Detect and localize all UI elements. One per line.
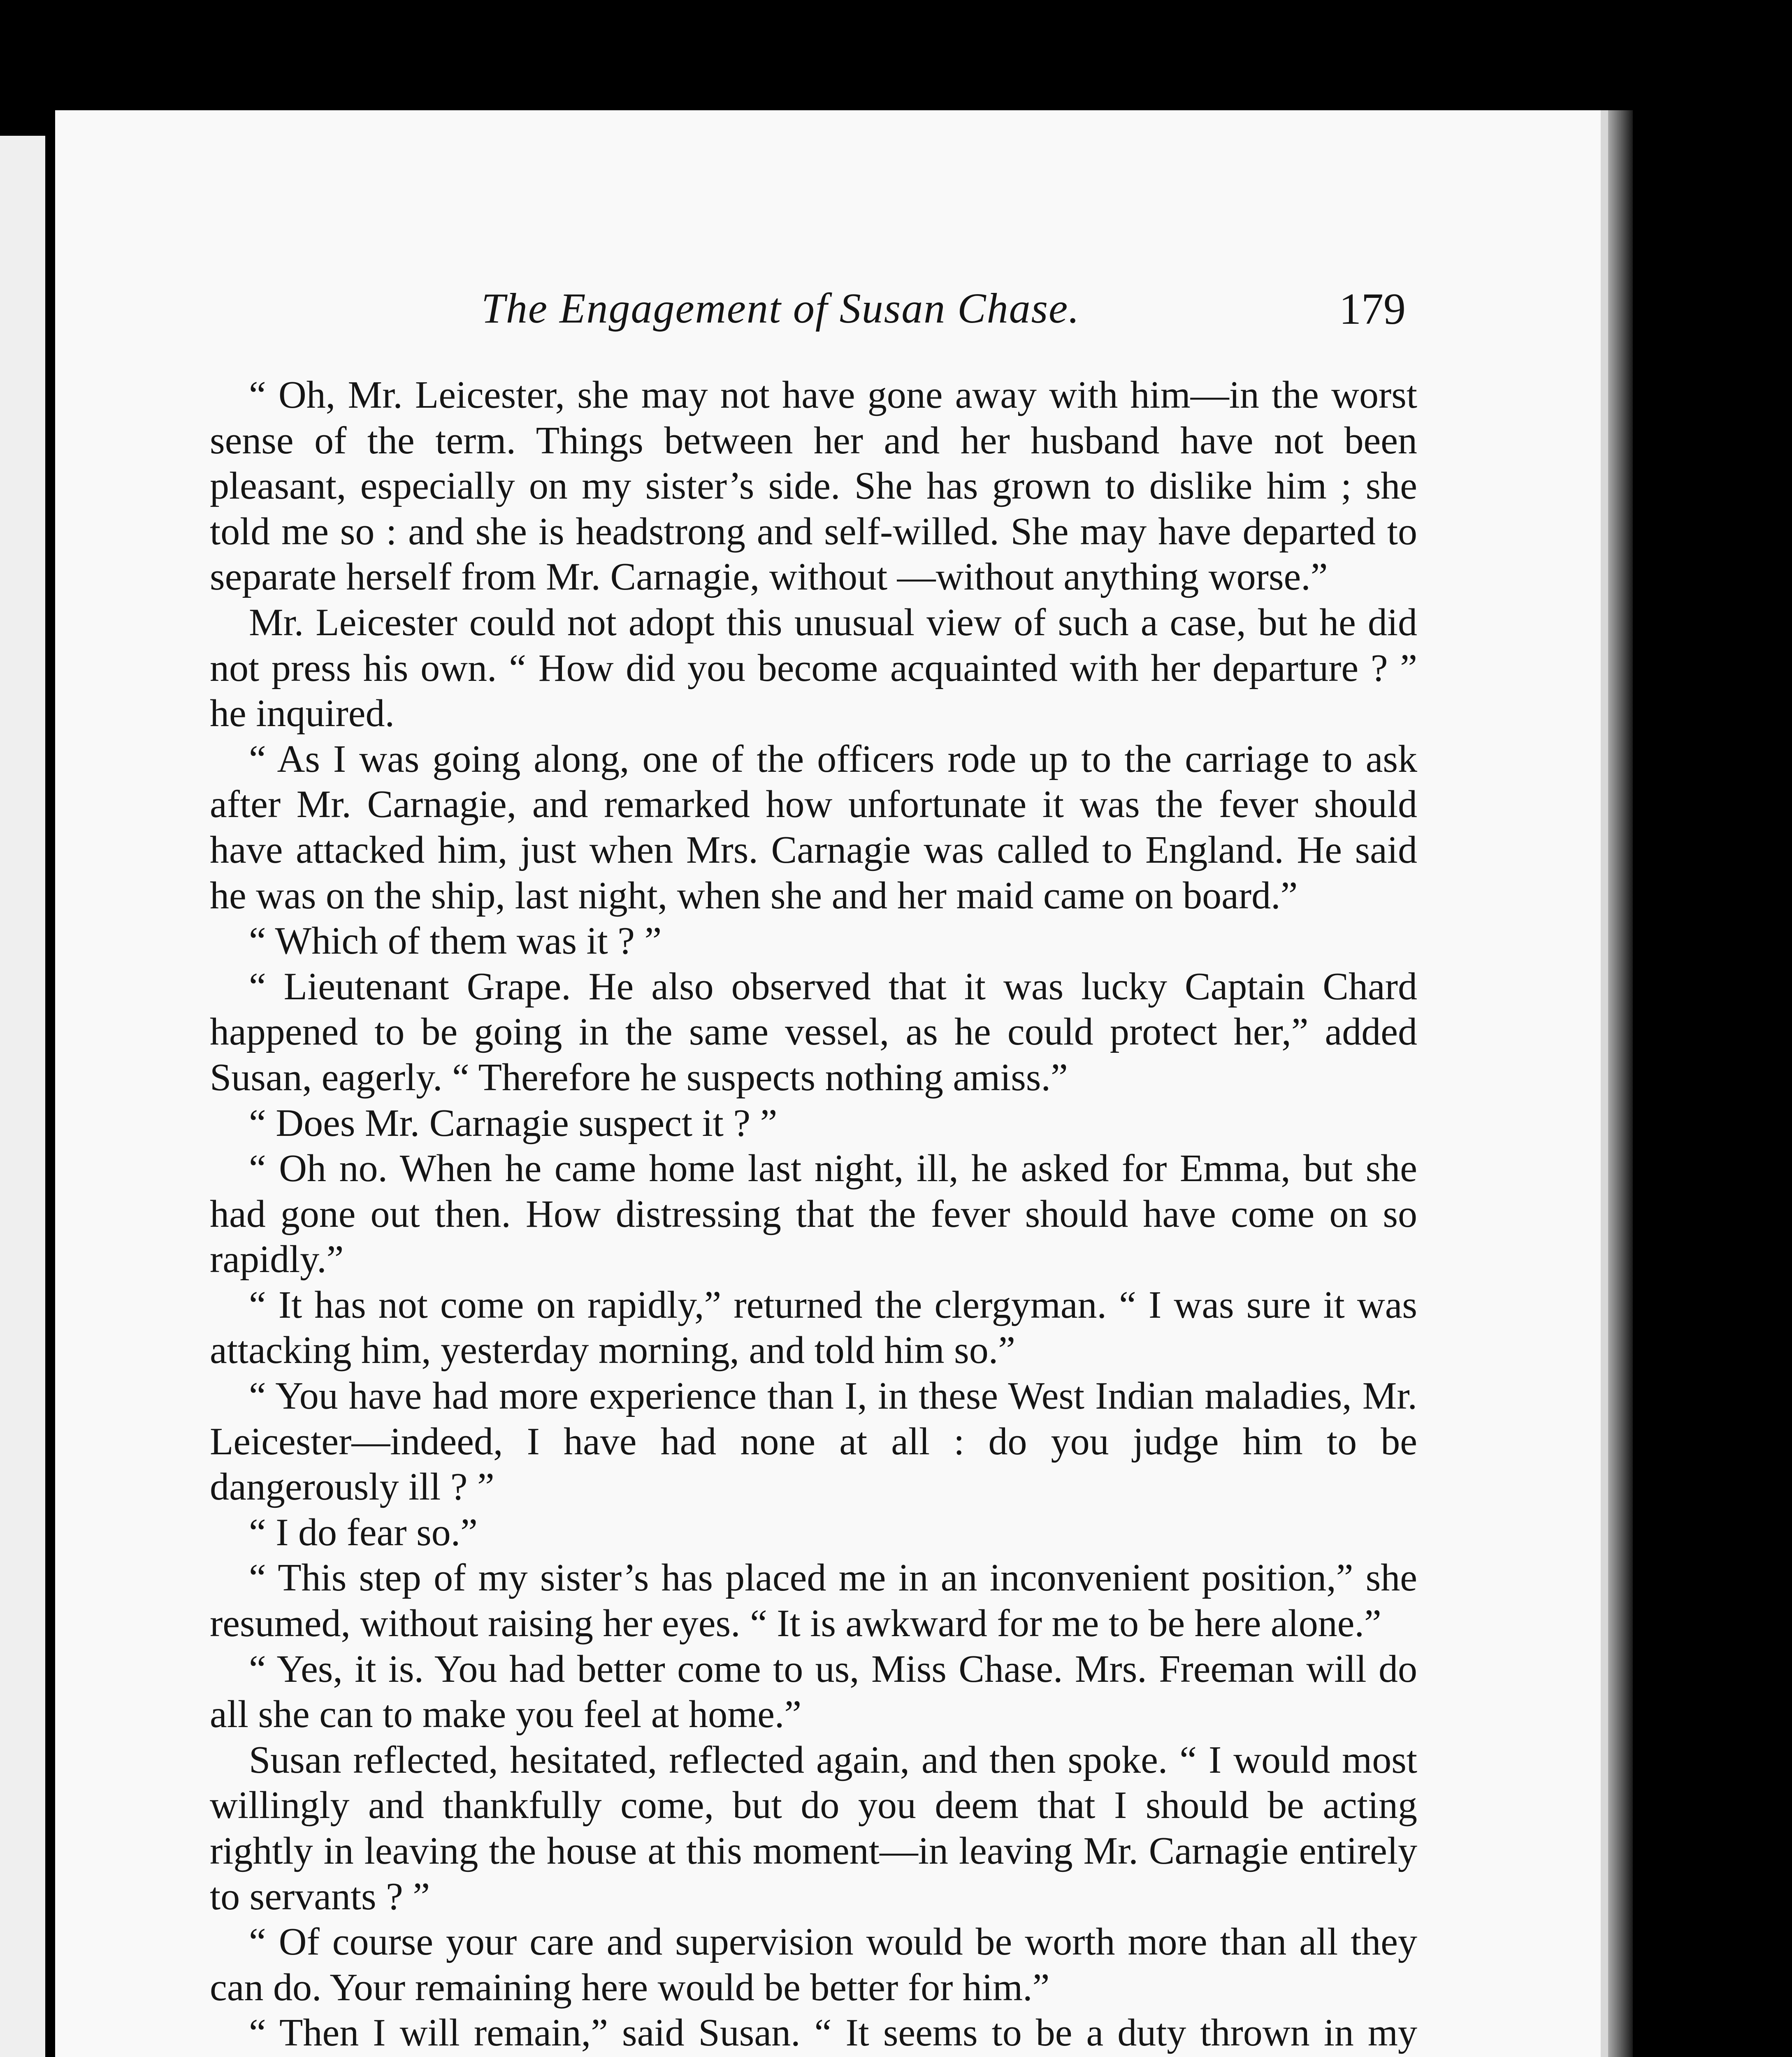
paragraph: Susan reflected, hesitated, reflected again, and then spoke. “ I would most willingly and thankfully come, but do you deem that I should be acting rightly in leaving the house at this moment—in leaving Mr. Carnagie entirely to servants ? ”	[210, 1738, 1417, 1918]
facing-page-edge	[0, 136, 45, 2057]
page-number: 179	[1339, 285, 1406, 334]
paragraph: “ I do fear so.”	[249, 1511, 478, 1554]
paragraph: “ Which of them was it ? ”	[249, 919, 662, 963]
paragraph: “ Of course your care and supervision would be worth more than all they can do. Your remaining here would be better for him.”	[210, 1920, 1417, 2009]
paragraph: “ As I was going along, one of the officers rode up to the carriage to ask after Mr. Carnagie, and remarked how unfortunate it was the fever should have attacked him, just when Mrs. Carnagie was called to England. He said he was on the ship, last night, when she and her maid came on board.”	[210, 737, 1417, 917]
paragraph: “ Oh no. When he came home last night, ill, he asked for Emma, but she had gone out then. How distressing that the fever should have come on so rapidly.”	[210, 1147, 1417, 1281]
running-head-title: The Engagement of Susan Chase.	[481, 285, 1080, 332]
page-edge-shadow	[1608, 110, 1633, 2057]
body-text	[210, 372, 1417, 2057]
paragraph: “ You have had more experience than I, in these West Indian maladies, Mr. Leicester—indeed, I have had none at all : do you judge him to be dangerously ill ? ”	[210, 1374, 1417, 1509]
paragraph: “ Does Mr. Carnagie suspect it ? ”	[249, 1101, 778, 1145]
paragraph: “ It has not come on rapidly,” returned the clergyman. “ I was sure it was attacking him, yesterday morning, and told him so.”	[210, 1283, 1417, 1372]
gutter-shadow	[45, 123, 55, 2057]
paragraph: Mr. Leicester could not adopt this unusual view of such a case, but he did not press his own. “ How did you become acquainted with her departure ? ” he inquired.	[210, 601, 1417, 735]
paragraph: “ Yes, it is. You had better come to us, Miss Chase. Mrs. Freeman will do all she can to make you feel at home.”	[210, 1647, 1417, 1736]
paragraph: “ Oh, Mr. Leicester, she may not have gone away with him—in the worst sense of the term. Things between her and her husband have not been pleasant, especially on my sister’s side. She has grown to dislike him ; she told me so : and she is headstrong and self-willed. She may have departed to separate herself from Mr. Carnagie, without —without anything worse.”	[210, 374, 1417, 599]
paragraph: “ Lieutenant Grape. He also observed that it was lucky Captain Chard happened to be going in the same vessel, as he could protect her,” added Susan, eagerly. “ Therefore he suspects nothing amiss.”	[210, 965, 1417, 1099]
paragraph: “ This step of my sister’s has placed me in an inconvenient position,” she resumed, without raising her eyes. “ It is awkward for me to be here alone.”	[210, 1556, 1417, 1645]
paragraph: “ Then I will remain,” said Susan. “ It seems to be a duty thrown in my	[249, 2011, 1417, 2055]
